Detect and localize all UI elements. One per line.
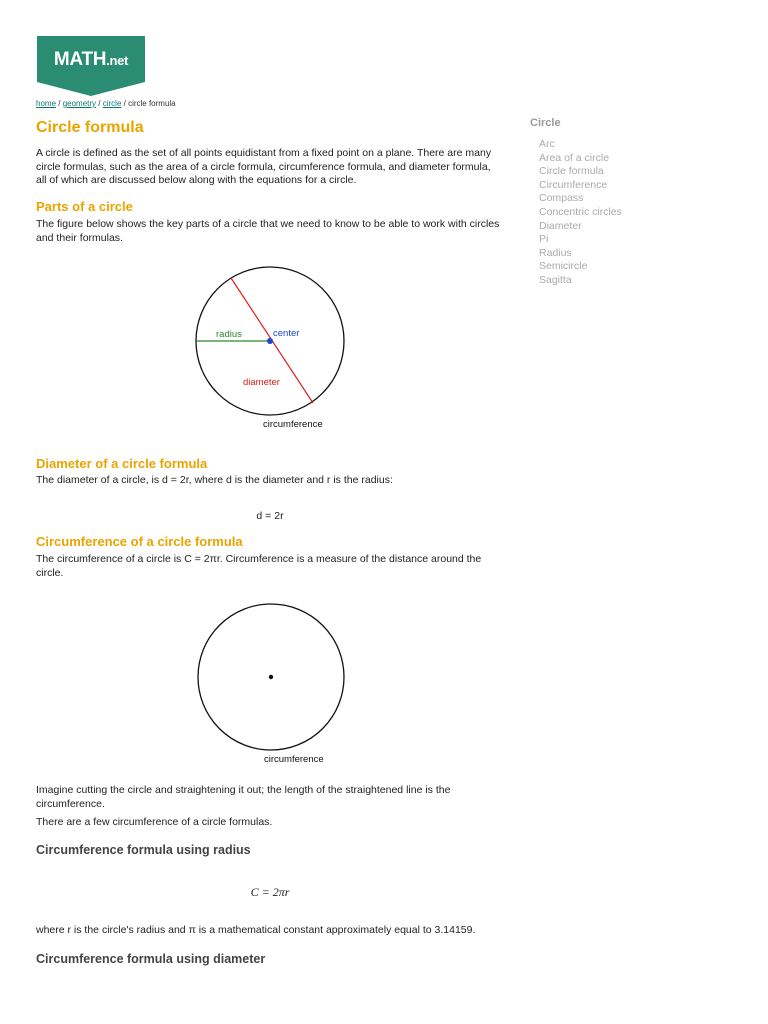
page-title: Circle formula [36, 119, 144, 136]
circumference-label: circumference [264, 754, 324, 765]
radius-label: radius [216, 329, 242, 340]
radius-formula-heading: Circumference formula using radius [36, 843, 251, 857]
few-formulas-paragraph: There are a few circumference of a circle formulas. [36, 816, 273, 828]
sidebar-item-circle-formula[interactable]: Circle formula [539, 165, 604, 178]
radius-formula-note: where r is the circle's radius and π is a mathematical constant approximately equal to 3.14159. [36, 924, 476, 936]
sidebar-item-diameter[interactable]: Diameter [539, 219, 582, 232]
parts-paragraph: The figure below shows the key parts of a circle that we need to know to be able to work with circles and their formulas. [36, 218, 500, 244]
sidebar-item-radius[interactable]: Radius [539, 246, 572, 259]
diameter-formula: d = 2r [256, 510, 284, 522]
breadcrumb-current: circle formula [128, 99, 176, 108]
logo-suffix-text: .net [106, 53, 129, 68]
intro-paragraph: A circle is defined as the set of all points equidistant from a fixed point on a plane. There are many circle formulas, such as the area of a circle formula, circumference formula, and diameter formula, all of which are discussed below along with the equations for a circle. [36, 147, 492, 186]
circle-parts-figure [185, 262, 360, 434]
site-logo[interactable] [37, 36, 145, 96]
circumference-label: circumference [263, 419, 323, 430]
sidebar-title[interactable]: Circle [530, 117, 561, 129]
breadcrumb-geometry-link[interactable]: geometry [62, 99, 97, 108]
center-point [269, 675, 273, 679]
straighten-paragraph: Imagine cutting the circle and straightening it out; the length of the straightened line is the circumference. [36, 784, 451, 810]
sidebar-item-semicircle[interactable]: Semicircle [539, 260, 588, 273]
sidebar-item-compass[interactable]: Compass [539, 192, 584, 205]
breadcrumb-home-link[interactable]: home [36, 99, 57, 108]
circumference-figure [185, 598, 360, 768]
breadcrumb-separator: / [56, 99, 63, 108]
parts-heading: Parts of a circle [36, 199, 133, 214]
breadcrumb-separator: / [121, 99, 129, 108]
circumference-heading: Circumference of a circle formula [36, 534, 243, 549]
logo-text [37, 49, 145, 72]
breadcrumb [36, 97, 176, 111]
sidebar-item-sagitta[interactable]: Sagitta [539, 273, 572, 286]
circumference-radius-formula: C = 2πr [250, 885, 290, 899]
diameter-heading: Diameter of a circle formula [36, 456, 208, 471]
sidebar-list [539, 138, 730, 288]
sidebar-item-concentric-circles[interactable]: Concentric circles [539, 205, 622, 218]
sidebar-item-circumference[interactable]: Circumference [539, 178, 608, 191]
breadcrumb-separator: / [96, 99, 103, 108]
diameter-label: diameter [243, 377, 280, 388]
center-label: center [273, 328, 300, 339]
circumference-paragraph: The circumference of a circle is C = 2πr. Circumference is a measure of the distance around the circle. [36, 553, 482, 579]
diameter-paragraph: The diameter of a circle, is d = 2r, where d is the diameter and r is the radius: [36, 474, 393, 486]
logo-main-text: MATH [53, 49, 107, 70]
diameter-formula-heading: Circumference formula using diameter [36, 952, 266, 966]
sidebar-item-arc[interactable]: Arc [539, 138, 555, 150]
sidebar-item-pi[interactable]: Pi [539, 233, 549, 246]
sidebar-item-area-of-a-circle[interactable]: Area of a circle [539, 151, 610, 164]
breadcrumb-circle-link[interactable]: circle [102, 99, 122, 108]
sidebar [530, 116, 730, 288]
